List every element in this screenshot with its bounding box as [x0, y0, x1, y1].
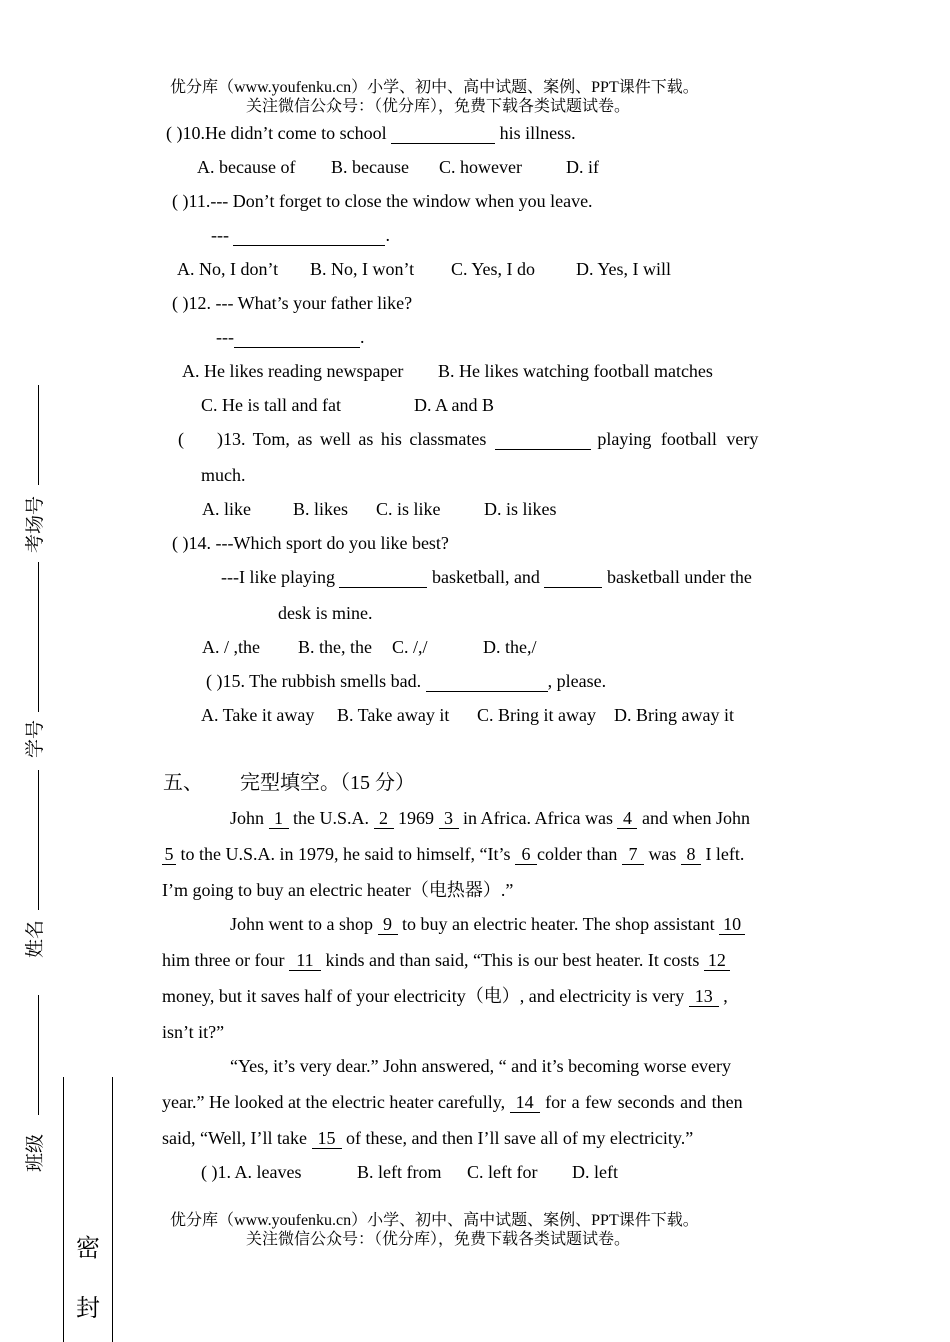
q12-option-c: C. He is tall and fat	[201, 395, 341, 415]
cloze-q1-option-b: B. left from	[357, 1162, 442, 1182]
class-label: 班级	[25, 1133, 46, 1172]
seal-char-1: 密	[76, 1236, 100, 1262]
q13-stem-cont: much.	[201, 465, 246, 485]
q10-option-a: A. because of	[197, 157, 296, 177]
q10-blank	[391, 124, 495, 144]
q12-response-dash: ---	[216, 327, 234, 347]
q11-option-a: A. No, I don’t	[177, 259, 279, 279]
blank-7: 7	[622, 845, 644, 865]
q11-option-c: C. Yes, I do	[451, 259, 536, 279]
passage-line: John 1 the U.S.A. 2 1969 3 in Africa. Africa was 4 and when John	[230, 808, 750, 828]
q14-response-mid: basketball, and	[431, 567, 540, 587]
q12-option-b: B. He likes watching football matches	[438, 361, 713, 381]
question-10-stem	[166, 124, 576, 144]
passage-line: John went to a shop 9 to buy an electric heater. The shop assistant 10	[230, 915, 745, 935]
blank-4: 4	[617, 809, 637, 829]
margin-line-student-no	[38, 562, 39, 712]
seal-line-left	[63, 1077, 64, 1342]
q15-option-a: A. Take it away	[201, 705, 315, 725]
passage-line: I’m going to buy an electric heater（电热器）.”	[162, 880, 514, 900]
q14-option-b: B. the, the	[298, 637, 372, 657]
q14-option-d: D. the,/	[483, 637, 537, 657]
margin-line-class	[38, 995, 39, 1115]
blank-12: 12	[704, 951, 730, 971]
q11-option-b: B. No, I won’t	[310, 259, 415, 279]
passage-line: isn’t it?”	[162, 1022, 225, 1042]
q14-response	[221, 568, 752, 588]
cloze-q1-option-c: C. left for	[467, 1162, 538, 1182]
q11-response: --- .	[211, 225, 390, 245]
passage-line: 5 to the U.S.A. in 1979, he said to himself, “It’s 6colder than 7 was 8 I left.	[162, 845, 744, 865]
footer-line-2: 关注微信公众号：（优分库），免费下载各类试题试卷。	[246, 1231, 631, 1248]
section-5-number: 五、	[163, 772, 203, 794]
passage-line: him three or four 11 kinds and than said, “This is our best heater. It costs 12	[162, 951, 730, 971]
margin-line-name	[38, 770, 39, 910]
q13-option-b: B. likes	[293, 499, 349, 519]
question-11-stem: ( )11.--- Don’t forget to close the window when you leave.	[172, 191, 593, 211]
q14-option-c: C. /,/	[392, 637, 428, 657]
q14-blank-2	[544, 568, 602, 588]
q11-response-dash: ---	[211, 225, 229, 245]
seal-char-2: 封	[76, 1296, 100, 1322]
question-14-stem: ( )14. ---Which sport do you like best?	[172, 533, 449, 553]
cloze-q1-option-d: D. left	[572, 1162, 618, 1182]
passage-line: money, but it saves half of your electricity（电）, and electricity is very 13 ,	[162, 986, 728, 1006]
q10-stem-start: ( )10.He didn’t come to school	[166, 123, 387, 143]
q10-option-c: C. however	[439, 157, 522, 177]
q12-option-d: D. A and B	[414, 395, 495, 415]
q12-response: --- .	[216, 327, 365, 347]
q13-option-c: C. is like	[376, 499, 441, 519]
q14-blank-1	[339, 568, 427, 588]
footer-line-1: 优分库（www.youfenku.cn）小学、初中、高中试题、案例、PPT课件下载。	[170, 1212, 699, 1229]
blank-10: 10	[719, 915, 745, 935]
blank-1: 1	[269, 809, 289, 829]
blank-3: 3	[439, 809, 459, 829]
blank-8: 8	[681, 845, 701, 865]
header-line-1: 优分库（www.youfenku.cn）小学、初中、高中试题、案例、PPT课件下载。	[170, 79, 699, 96]
q11-option-d: D. Yes, I will	[576, 259, 672, 279]
q13-paren: (	[178, 429, 184, 449]
q13-stem-start: )13. Tom, as well as his classmates	[217, 429, 487, 449]
q15-option-d: D. Bring away it	[614, 705, 734, 725]
blank-9: 9	[378, 915, 398, 935]
q12-blank	[234, 328, 360, 348]
q14-option-a: A. / ,the	[202, 637, 260, 657]
exam-room-label: 考场号	[25, 495, 46, 553]
q13-option-a: A. like	[202, 499, 251, 519]
q15-stem-end: , please.	[547, 671, 607, 691]
q14-response-cont: desk is mine.	[278, 603, 373, 623]
q15-blank	[426, 672, 548, 692]
name-label: 姓名	[25, 919, 46, 958]
q12-option-a: A. He likes reading newspaper	[182, 361, 404, 381]
passage-line: year.” He looked at the electric heater carefully, 14 for a few seconds and then	[162, 1092, 743, 1112]
q14-response-end: basketball under the	[606, 567, 752, 587]
section-5-title: 完型填空。（15 分）	[240, 772, 415, 794]
blank-5: 5	[162, 845, 176, 865]
blank-2: 2	[374, 809, 394, 829]
seal-line-right	[112, 1077, 113, 1342]
margin-line-exam-room	[38, 385, 39, 485]
q10-stem-end: his illness.	[499, 123, 576, 143]
passage-line: “Yes, it’s very dear.” John answered, “ and it’s becoming worse every	[230, 1056, 732, 1076]
q10-option-b: B. because	[331, 157, 409, 177]
q13-stem-end: playing football very	[597, 429, 759, 449]
q13-blank	[495, 430, 591, 450]
blank-13: 13	[689, 987, 719, 1007]
student-no-label: 学号	[25, 719, 46, 758]
q11-blank	[233, 226, 385, 246]
header-line-2: 关注微信公众号：（优分库），免费下载各类试题试卷。	[246, 98, 631, 115]
q10-option-d: D. if	[566, 157, 599, 177]
blank-15: 15	[312, 1129, 342, 1149]
q15-stem-start: ( )15. The rubbish smells bad.	[206, 671, 422, 691]
q14-response-start: ---I like playing	[221, 567, 335, 587]
blank-14: 14	[510, 1093, 540, 1113]
cloze-q1-option-a: ( )1. A. leaves	[201, 1162, 302, 1182]
question-15-stem	[206, 672, 606, 692]
blank-6: 6	[515, 845, 537, 865]
question-12-stem: ( )12. --- What’s your father like?	[172, 293, 413, 313]
question-13-stem	[217, 430, 758, 450]
q15-option-b: B. Take away it	[337, 705, 450, 725]
blank-11: 11	[289, 951, 321, 971]
q15-option-c: C. Bring it away	[477, 705, 596, 725]
passage-line: said, “Well, I’ll take 15 of these, and then I’ll save all of my electricity.”	[162, 1128, 694, 1148]
q13-option-d: D. is likes	[484, 499, 557, 519]
